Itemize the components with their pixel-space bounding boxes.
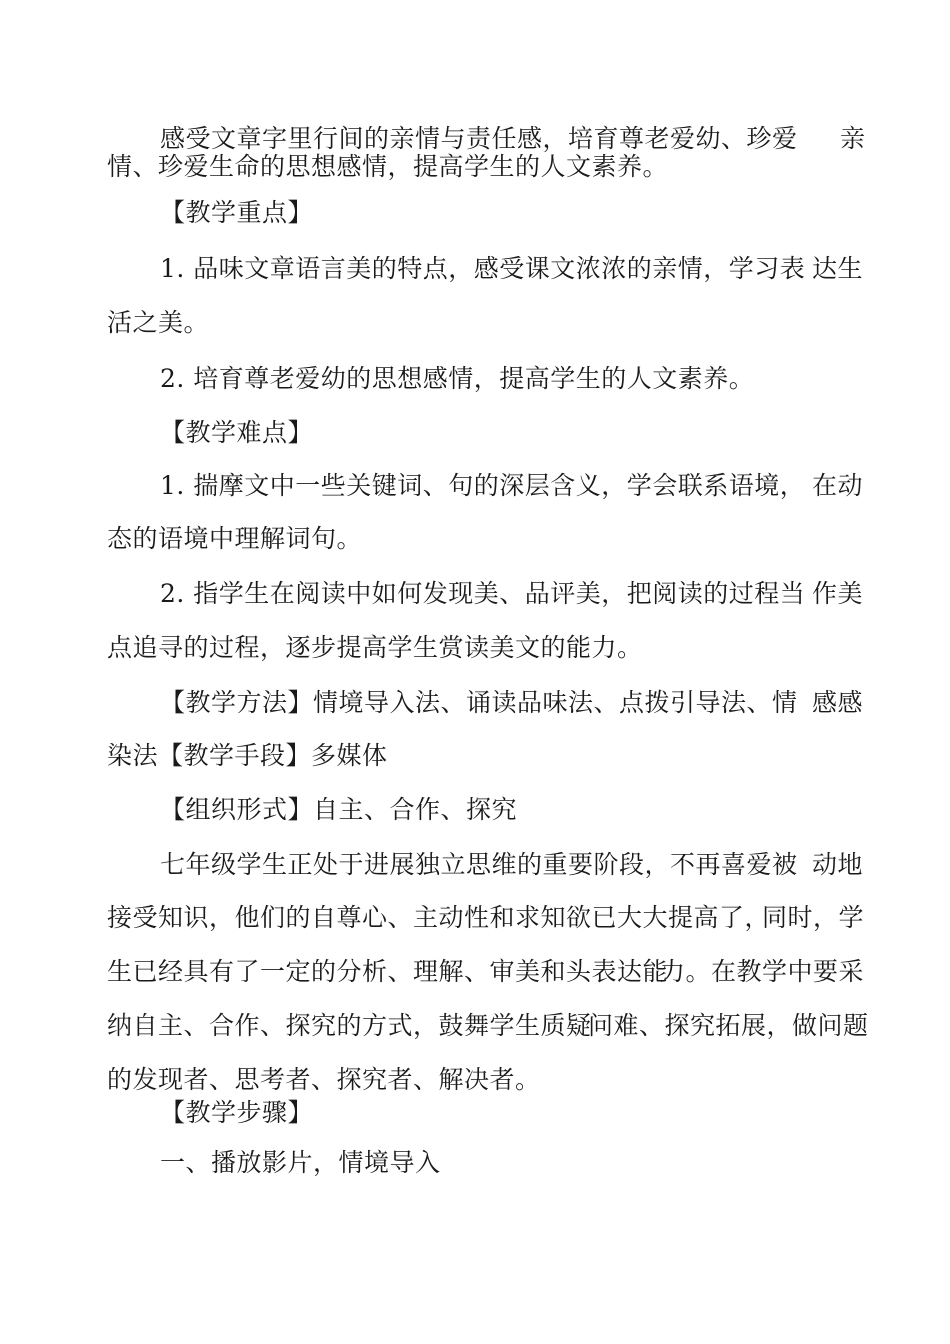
paragraph-line: 染法【教学手段】多媒体 (107, 741, 388, 770)
section-heading: 【教学重点】 (160, 198, 314, 227)
paragraph-line-tail: 问难、探究拓展，做问题 (588, 1011, 869, 1040)
paragraph-line-tail: 力。在教学中要采 (660, 957, 865, 986)
paragraph-line: 态的语境中理解词句。 (107, 524, 363, 553)
paragraph-line-tail: 感感 (812, 688, 864, 717)
section-heading: 【教学步骤】 (160, 1098, 314, 1127)
paragraph-line-tail: 动地 (812, 850, 864, 879)
paragraph-line: 1. 品味文章语言美的特点，感受课文浓浓的亲情，学习表 (160, 254, 806, 283)
paragraph-line: 1. 揣摩文中一些关键词、句的深层含义，学会联系语境， (160, 471, 806, 500)
paragraph-line: 的发现者、思考者、探究者、解决者。 (107, 1065, 541, 1094)
paragraph-line-tail: 在动 (812, 471, 864, 500)
paragraph-line: 生已经具有了一定的分析、理解、审美和头表达能 (107, 957, 669, 986)
paragraph-line-tail: 亲 (840, 124, 866, 153)
paragraph-line-tail: 同时，学 (762, 903, 865, 932)
paragraph-line: 接受知识，他们的自尊心、主动性和求知欲已大大提高了， (107, 903, 771, 932)
paragraph-line: 2. 培育尊老爱幼的思想感情，提高学生的人文素养。 (160, 364, 755, 393)
paragraph-line: 2. 指学生在阅读中如何发现美、品评美，把阅读的过程当 (160, 579, 806, 608)
paragraph-line-tail: 作美 (812, 579, 864, 608)
paragraph-line: 纳自主、合作、探究的方式，鼓舞学生质疑 (107, 1011, 592, 1040)
paragraph-line: 活之美。 (107, 308, 210, 337)
paragraph-line: 【教学方法】情境导入法、诵读品味法、点拨引导法、情 (160, 688, 798, 717)
paragraph-line: 【组织形式】自主、合作、探究 (160, 795, 518, 824)
paragraph-line-tail: 达生 (812, 254, 864, 283)
paragraph-line: 一、播放影片，情境导入 (160, 1148, 441, 1177)
paragraph-line: 点追寻的过程，逐步提高学生赏读美文的能力。 (107, 633, 643, 662)
paragraph-line: 感受文章字里行间的亲情与责任感，培育尊老爱幼、珍爱 (160, 124, 798, 153)
section-heading: 【教学难点】 (160, 418, 314, 447)
paragraph-line: 情、珍爱生命的思想感情，提高学生的人文素养。 (107, 152, 669, 181)
paragraph-line: 七年级学生正处于进展独立思维的重要阶段，不再喜爱被 (160, 850, 798, 879)
